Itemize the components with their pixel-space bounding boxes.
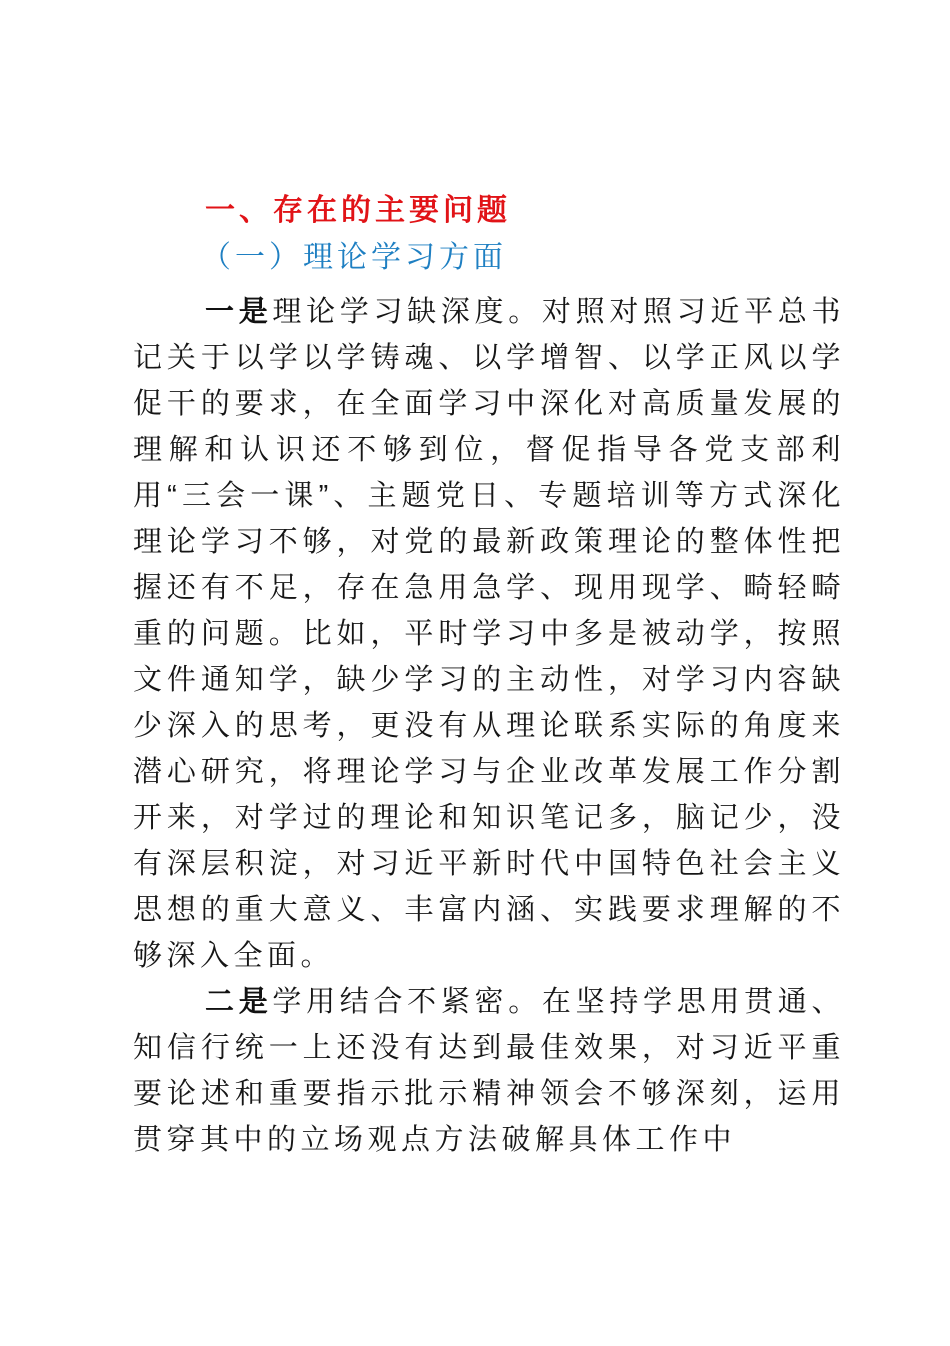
paragraph-1-lead: 一是 (205, 296, 273, 328)
paragraph-1 (133, 289, 845, 979)
paragraph-1-text: 理论学习缺深度。对照对照习近平总书记关于以学以学铸魂、以学增智、以学正风以学促干的要求，在全面学习中深化对高质量发展的理解和认识还不够到位，督促指导各党支部利用“三会一课”、主题党日、专题培训等方式深化理论学习不够，对党的最新政策理论的整体性把握还有不足，存在急用急学、现用现学、畸轻畸重的问题。比如，平时学习中多是被动学，按照文件通知学，缺少学习的主动性，对学习内容缺少深入的思考，更没有从理论联系实际的角度来潜心研究，将理论学习与企业改革发展工作分割开来，对学过的理论和知识笔记多，脑记少，没有深层积淀，对习近平新时代中国特色社会主义思想的重大意义、丰富内涵、实践要求理解的不够深入全面。 (133, 296, 845, 972)
paragraph-2-text: 学用结合不紧密。在坚持学思用贯通、知信行统一上还没有达到最佳效果，对习近平重要论述和重要指示批示精神领会不够深刻，运用贯穿其中的立场观点方法破解具体工作中 (133, 986, 845, 1156)
paragraph-2-lead: 二是 (205, 986, 273, 1018)
paragraph-2 (133, 979, 845, 1163)
heading-level-2: （一）理论学习方面 (201, 241, 507, 274)
document-content (133, 187, 845, 1163)
heading-level-1: 一、存在的主要问题 (205, 194, 511, 227)
